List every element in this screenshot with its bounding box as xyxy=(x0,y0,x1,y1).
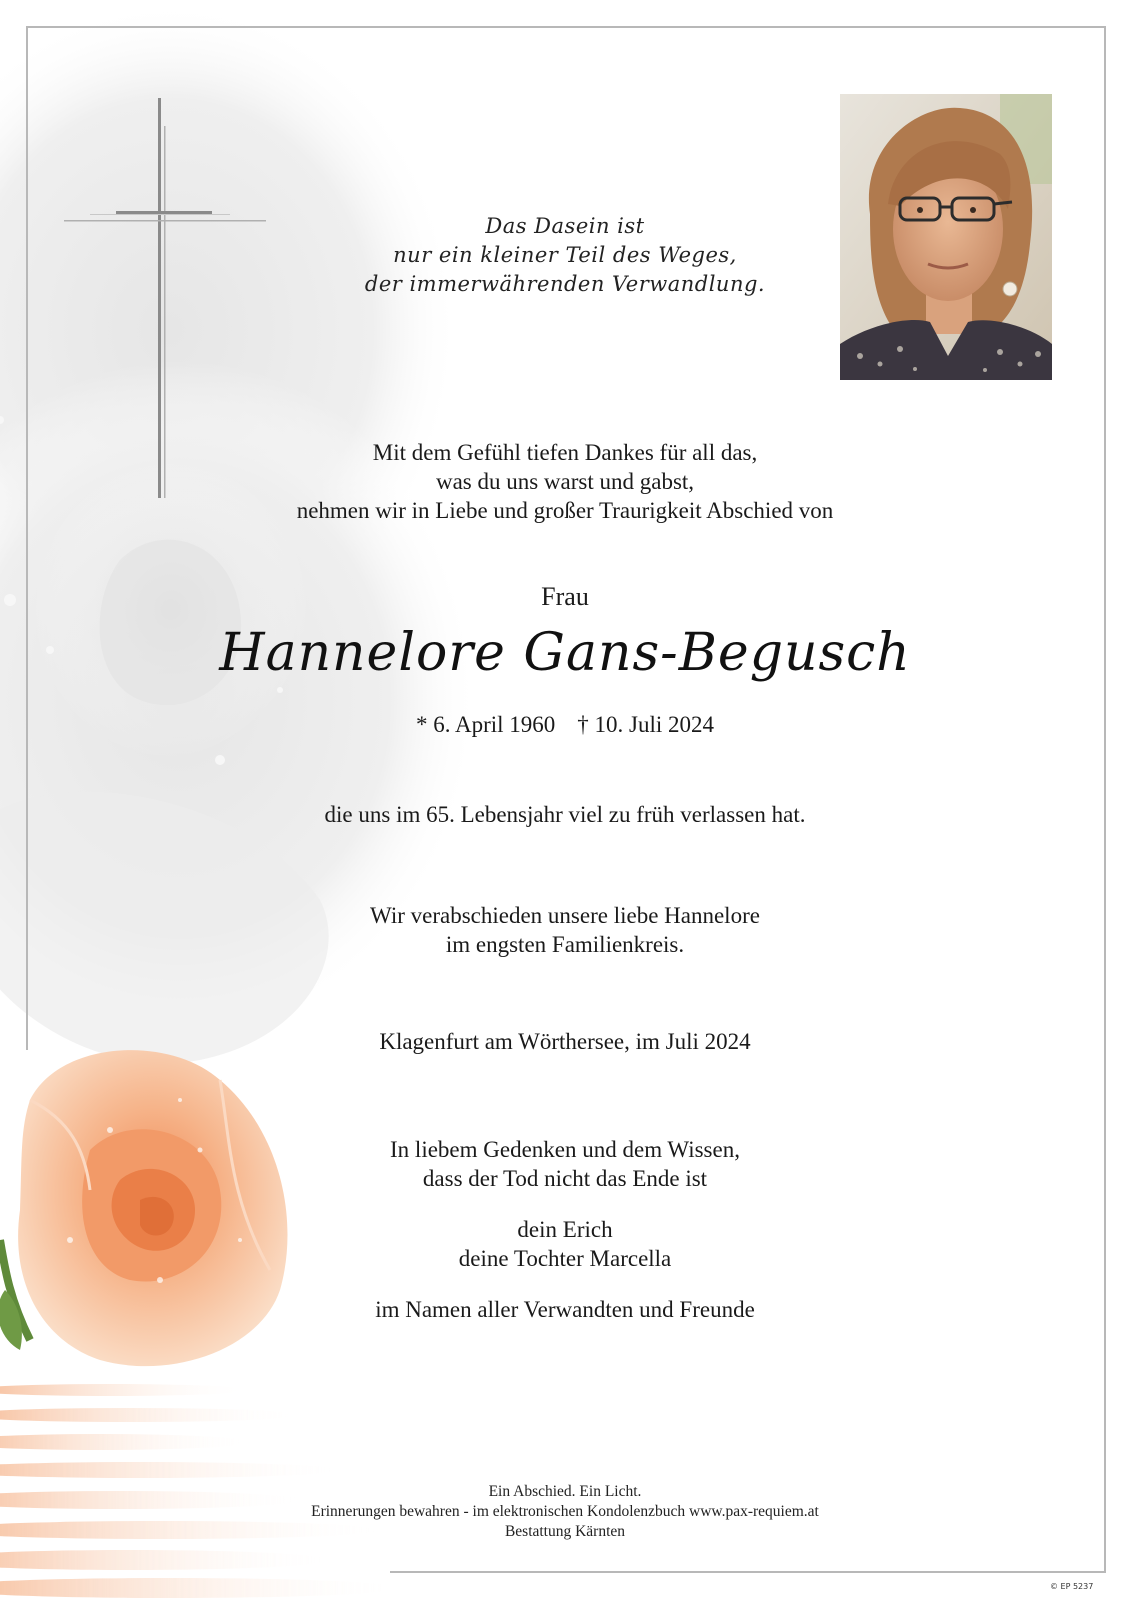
intro-block xyxy=(190,438,940,525)
footer-block xyxy=(190,1482,940,1542)
footer-line: Erinnerungen bewahren - im elektronischen Kondolenzbuch www.pax-requiem.at xyxy=(311,1503,819,1520)
salutation: Frau xyxy=(541,582,589,611)
intro-line: was du uns warst und gabst, xyxy=(435,469,695,494)
deceased-name: Hannelore Gans-Begusch xyxy=(219,623,911,683)
age-text: die uns im 65. Lebensjahr viel zu früh verlassen hat. xyxy=(324,802,806,827)
life-dates xyxy=(190,710,940,740)
place-date: Klagenfurt am Wörthersee, im Juli 2024 xyxy=(379,1029,751,1054)
family-line: deine Tochter Marcella xyxy=(458,1246,672,1271)
quote-line: Das Dasein ist xyxy=(485,214,645,238)
family-line: dein Erich xyxy=(517,1217,613,1242)
relatives-text: im Namen aller Verwandten und Freunde xyxy=(375,1297,755,1322)
frame-bottom-line xyxy=(390,1571,1106,1573)
farewell-line: im engsten Familienkreis. xyxy=(445,932,685,957)
intro-line: nehmen wir in Liebe und großer Traurigkeit Abschied von xyxy=(296,498,834,523)
memory-line: dass der Tod nicht das Ende ist xyxy=(422,1166,708,1191)
footer-line: Ein Abschied. Ein Licht. xyxy=(488,1483,642,1500)
footer-line: Bestattung Kärnten xyxy=(504,1523,626,1540)
template-code: © EP 5237 xyxy=(1050,1582,1094,1591)
frame-right-line xyxy=(1104,26,1106,1573)
quote-block xyxy=(190,212,940,299)
quote-line: der immerwährenden Verwandlung. xyxy=(364,272,766,296)
death-date: † 10. Juli 2024 xyxy=(577,712,714,737)
family-block xyxy=(190,1215,940,1273)
farewell-block xyxy=(190,901,940,959)
frame-left-line xyxy=(26,26,28,1050)
intro-line: Mit dem Gefühl tiefen Dankes für all das, xyxy=(372,440,758,465)
quote-line: nur ein kleiner Teil des Weges, xyxy=(393,243,737,267)
birth-date: * 6. April 1960 xyxy=(415,712,556,737)
memory-block xyxy=(190,1135,940,1193)
farewell-line: Wir verabschieden unsere liebe Hannelore xyxy=(370,903,760,928)
frame-top-line xyxy=(26,26,1106,28)
memory-line: In liebem Gedenken und dem Wissen, xyxy=(390,1137,740,1162)
